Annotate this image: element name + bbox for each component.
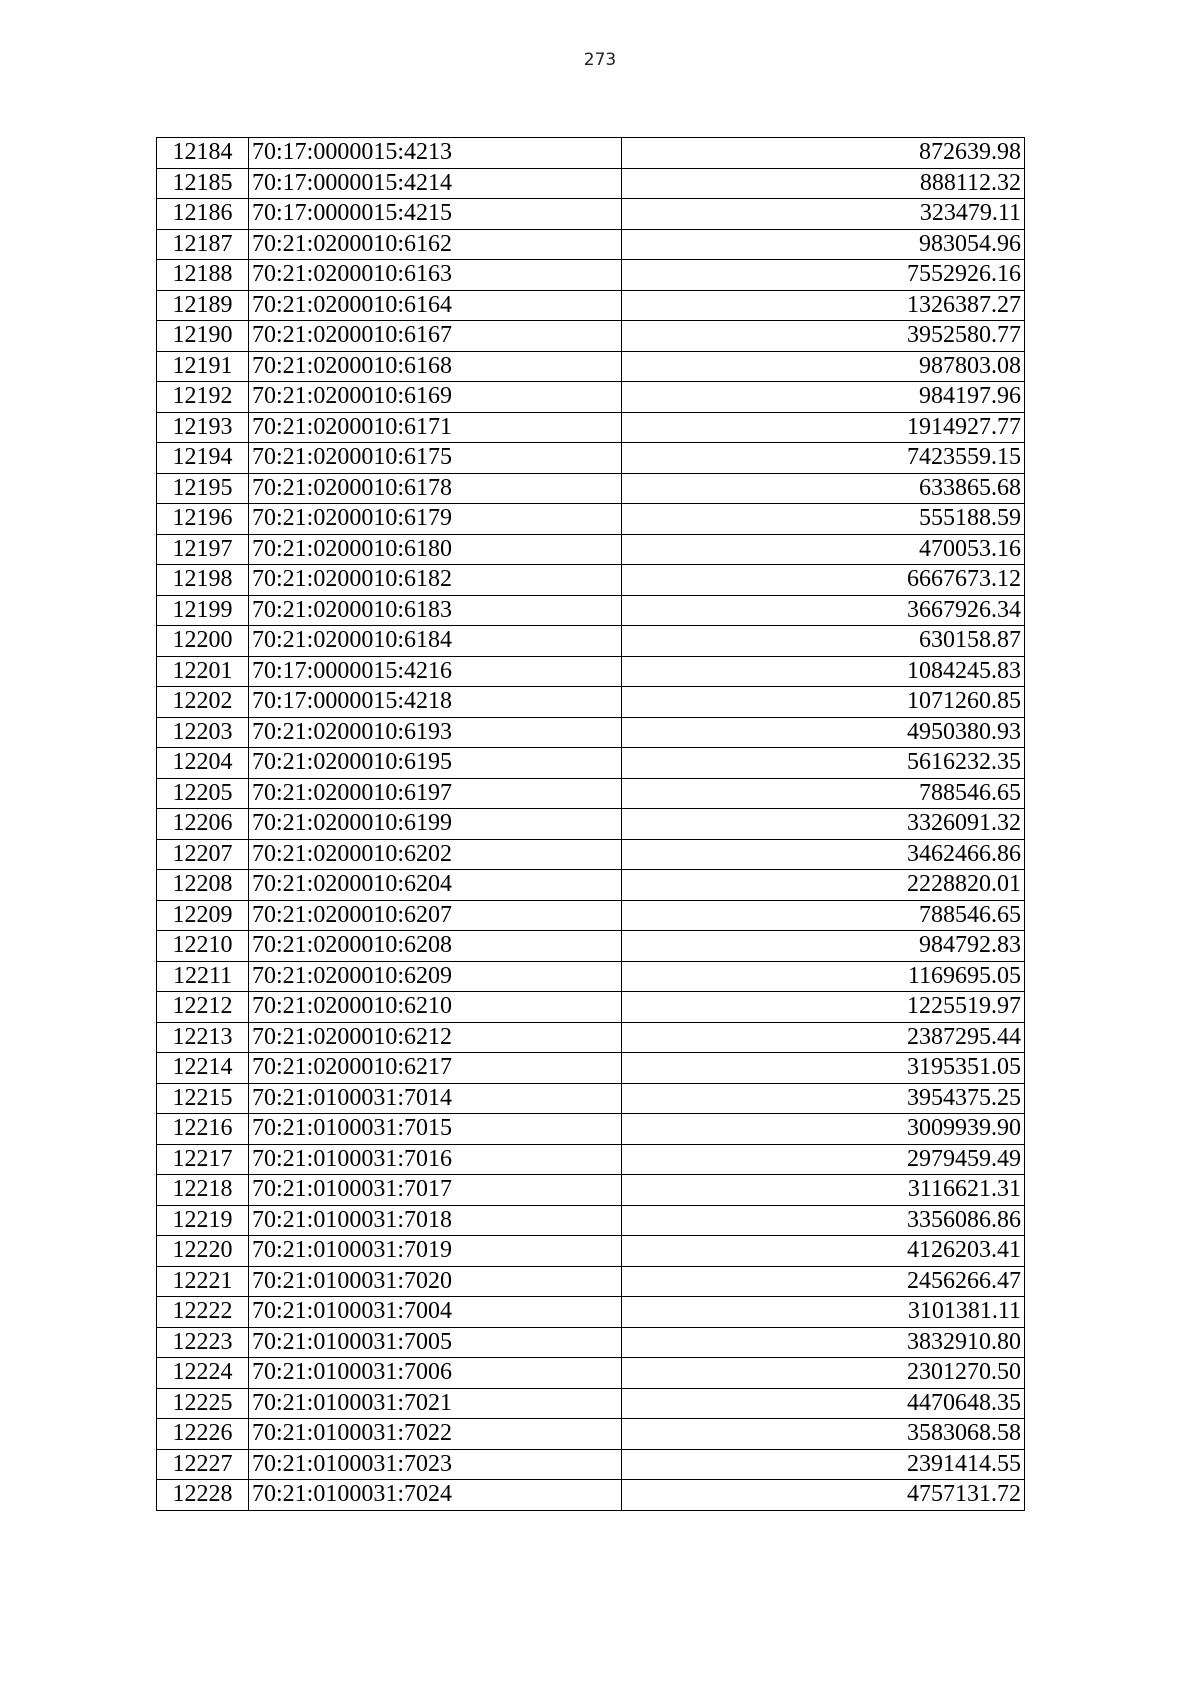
- cadastral-number-cell: 70:21:0100031:7005: [249, 1327, 622, 1358]
- cadastral-value-cell: 3952580.77: [622, 321, 1025, 352]
- cadastral-number-cell: 70:21:0100031:7022: [249, 1419, 622, 1450]
- row-number-cell: 12209: [157, 900, 249, 931]
- table-row: [157, 1297, 1025, 1328]
- cadastral-value-cell: 7423559.15: [622, 443, 1025, 474]
- cadastral-value-cell: 2456266.47: [622, 1266, 1025, 1297]
- table-row: [157, 961, 1025, 992]
- cadastral-value-cell: 872639.98: [622, 138, 1025, 169]
- row-number-cell: 12191: [157, 351, 249, 382]
- row-number-cell: 12190: [157, 321, 249, 352]
- table-row: [157, 138, 1025, 169]
- cadastral-number-cell: 70:21:0200010:6167: [249, 321, 622, 352]
- cadastral-value-cell: 3116621.31: [622, 1175, 1025, 1206]
- cadastral-number-cell: 70:21:0100031:7014: [249, 1083, 622, 1114]
- cadastral-number-cell: 70:21:0200010:6168: [249, 351, 622, 382]
- cadastral-number-cell: 70:21:0200010:6207: [249, 900, 622, 931]
- row-number-cell: 12201: [157, 656, 249, 687]
- row-number-cell: 12224: [157, 1358, 249, 1389]
- table-row: [157, 1144, 1025, 1175]
- cadastral-number-cell: 70:21:0200010:6195: [249, 748, 622, 779]
- row-number-cell: 12203: [157, 717, 249, 748]
- cadastral-number-cell: 70:21:0200010:6162: [249, 229, 622, 260]
- table-row: [157, 1358, 1025, 1389]
- table-row: [157, 687, 1025, 718]
- row-number-cell: 12212: [157, 992, 249, 1023]
- page-number: 273: [583, 50, 617, 70]
- cadastral-value-cell: 7552926.16: [622, 260, 1025, 291]
- cadastral-value-cell: 3326091.32: [622, 809, 1025, 840]
- cadastral-number-cell: 70:21:0100031:7004: [249, 1297, 622, 1328]
- cadastral-number-cell: 70:21:0200010:6199: [249, 809, 622, 840]
- table-row: [157, 931, 1025, 962]
- table-row: [157, 809, 1025, 840]
- table-row: [157, 656, 1025, 687]
- table-row: [157, 839, 1025, 870]
- cadastral-number-cell: 70:17:0000015:4216: [249, 656, 622, 687]
- row-number-cell: 12219: [157, 1205, 249, 1236]
- cadastral-value-cell: 2391414.55: [622, 1449, 1025, 1480]
- table-row: [157, 870, 1025, 901]
- cadastral-number-cell: 70:21:0200010:6193: [249, 717, 622, 748]
- cadastral-value-cell: 3832910.80: [622, 1327, 1025, 1358]
- cadastral-number-cell: 70:21:0200010:6164: [249, 290, 622, 321]
- row-number-cell: 12217: [157, 1144, 249, 1175]
- cadastral-number-cell: 70:21:0100031:7018: [249, 1205, 622, 1236]
- cadastral-number-cell: 70:17:0000015:4213: [249, 138, 622, 169]
- row-number-cell: 12198: [157, 565, 249, 596]
- cadastral-number-cell: 70:21:0200010:6169: [249, 382, 622, 413]
- table-row: [157, 626, 1025, 657]
- row-number-cell: 12213: [157, 1022, 249, 1053]
- cadastral-number-cell: 70:21:0200010:6184: [249, 626, 622, 657]
- row-number-cell: 12215: [157, 1083, 249, 1114]
- cadastral-value-cell: 1169695.05: [622, 961, 1025, 992]
- table-row: [157, 534, 1025, 565]
- row-number-cell: 12214: [157, 1053, 249, 1084]
- cadastral-value-cell: 2979459.49: [622, 1144, 1025, 1175]
- cadastral-value-cell: 984792.83: [622, 931, 1025, 962]
- table-row: [157, 473, 1025, 504]
- cadastral-number-cell: 70:21:0200010:6202: [249, 839, 622, 870]
- row-number-cell: 12210: [157, 931, 249, 962]
- cadastral-value-cell: 983054.96: [622, 229, 1025, 260]
- cadastral-number-cell: 70:17:0000015:4218: [249, 687, 622, 718]
- row-number-cell: 12216: [157, 1114, 249, 1145]
- table-row: [157, 351, 1025, 382]
- cadastral-value-cell: 3356086.86: [622, 1205, 1025, 1236]
- cadastral-number-cell: 70:21:0200010:6182: [249, 565, 622, 596]
- table-row: [157, 1083, 1025, 1114]
- row-number-cell: 12197: [157, 534, 249, 565]
- cadastral-number-cell: 70:21:0200010:6179: [249, 504, 622, 535]
- table-row: [157, 778, 1025, 809]
- cadastral-value-cell: 3195351.05: [622, 1053, 1025, 1084]
- table-row: [157, 1114, 1025, 1145]
- row-number-cell: 12186: [157, 199, 249, 230]
- row-number-cell: 12222: [157, 1297, 249, 1328]
- table-row: [157, 443, 1025, 474]
- cadastral-value-cell: 984197.96: [622, 382, 1025, 413]
- table-row: [157, 412, 1025, 443]
- cadastral-value-cell: 4757131.72: [622, 1480, 1025, 1511]
- table-row: [157, 748, 1025, 779]
- row-number-cell: 12208: [157, 870, 249, 901]
- table-row: [157, 1419, 1025, 1450]
- cadastral-value-cell: 1326387.27: [622, 290, 1025, 321]
- table-row: [157, 1053, 1025, 1084]
- table-row: [157, 199, 1025, 230]
- cadastral-value-cell: 2387295.44: [622, 1022, 1025, 1053]
- cadastral-number-cell: 70:21:0100031:7017: [249, 1175, 622, 1206]
- table-row: [157, 229, 1025, 260]
- table-body: [157, 138, 1025, 1511]
- table-row: [157, 290, 1025, 321]
- table-row: [157, 565, 1025, 596]
- cadastral-value-cell: 1914927.77: [622, 412, 1025, 443]
- table-row: [157, 1449, 1025, 1480]
- cadastral-number-cell: 70:17:0000015:4215: [249, 199, 622, 230]
- cadastral-number-cell: 70:17:0000015:4214: [249, 168, 622, 199]
- table-row: [157, 260, 1025, 291]
- cadastral-value-cell: 470053.16: [622, 534, 1025, 565]
- table-row: [157, 1205, 1025, 1236]
- cadastral-value-cell: 323479.11: [622, 199, 1025, 230]
- cadastral-value-table: [156, 137, 1025, 1511]
- cadastral-value-cell: 3101381.11: [622, 1297, 1025, 1328]
- row-number-cell: 12185: [157, 168, 249, 199]
- cadastral-number-cell: 70:21:0200010:6210: [249, 992, 622, 1023]
- row-number-cell: 12220: [157, 1236, 249, 1267]
- row-number-cell: 12226: [157, 1419, 249, 1450]
- table-row: [157, 992, 1025, 1023]
- table-row: [157, 321, 1025, 352]
- table-row: [157, 1266, 1025, 1297]
- row-number-cell: 12189: [157, 290, 249, 321]
- row-number-cell: 12228: [157, 1480, 249, 1511]
- row-number-cell: 12192: [157, 382, 249, 413]
- cadastral-number-cell: 70:21:0200010:6175: [249, 443, 622, 474]
- cadastral-value-cell: 4470648.35: [622, 1388, 1025, 1419]
- cadastral-number-cell: 70:21:0200010:6212: [249, 1022, 622, 1053]
- cadastral-value-cell: 788546.65: [622, 778, 1025, 809]
- table-row: [157, 595, 1025, 626]
- cadastral-value-cell: 1071260.85: [622, 687, 1025, 718]
- cadastral-value-cell: 3667926.34: [622, 595, 1025, 626]
- cadastral-value-cell: 1084245.83: [622, 656, 1025, 687]
- cadastral-value-cell: 888112.32: [622, 168, 1025, 199]
- cadastral-value-cell: 3583068.58: [622, 1419, 1025, 1450]
- row-number-cell: 12196: [157, 504, 249, 535]
- cadastral-number-cell: 70:21:0100031:7015: [249, 1114, 622, 1145]
- cadastral-value-cell: 4950380.93: [622, 717, 1025, 748]
- cadastral-value-cell: 2301270.50: [622, 1358, 1025, 1389]
- cadastral-number-cell: 70:21:0200010:6171: [249, 412, 622, 443]
- row-number-cell: 12188: [157, 260, 249, 291]
- cadastral-number-cell: 70:21:0200010:6197: [249, 778, 622, 809]
- cadastral-number-cell: 70:21:0100031:7020: [249, 1266, 622, 1297]
- cadastral-number-cell: 70:21:0100031:7006: [249, 1358, 622, 1389]
- cadastral-value-cell: 5616232.35: [622, 748, 1025, 779]
- cadastral-value-cell: 2228820.01: [622, 870, 1025, 901]
- cadastral-value-cell: 3462466.86: [622, 839, 1025, 870]
- cadastral-number-cell: 70:21:0100031:7024: [249, 1480, 622, 1511]
- row-number-cell: 12184: [157, 138, 249, 169]
- row-number-cell: 12225: [157, 1388, 249, 1419]
- cadastral-number-cell: 70:21:0200010:6178: [249, 473, 622, 504]
- cadastral-value-cell: 788546.65: [622, 900, 1025, 931]
- row-number-cell: 12223: [157, 1327, 249, 1358]
- cadastral-value-cell: 555188.59: [622, 504, 1025, 535]
- cadastral-number-cell: 70:21:0100031:7023: [249, 1449, 622, 1480]
- row-number-cell: 12211: [157, 961, 249, 992]
- table-row: [157, 1480, 1025, 1511]
- table-row: [157, 900, 1025, 931]
- row-number-cell: 12227: [157, 1449, 249, 1480]
- table-row: [157, 717, 1025, 748]
- cadastral-number-cell: 70:21:0100031:7019: [249, 1236, 622, 1267]
- row-number-cell: 12200: [157, 626, 249, 657]
- cadastral-value-cell: 1225519.97: [622, 992, 1025, 1023]
- cadastral-value-cell: 6667673.12: [622, 565, 1025, 596]
- cadastral-value-cell: 987803.08: [622, 351, 1025, 382]
- table-row: [157, 1388, 1025, 1419]
- row-number-cell: 12187: [157, 229, 249, 260]
- row-number-cell: 12205: [157, 778, 249, 809]
- cadastral-number-cell: 70:21:0200010:6208: [249, 931, 622, 962]
- cadastral-number-cell: 70:21:0200010:6163: [249, 260, 622, 291]
- table-row: [157, 1022, 1025, 1053]
- cadastral-number-cell: 70:21:0200010:6180: [249, 534, 622, 565]
- row-number-cell: 12218: [157, 1175, 249, 1206]
- row-number-cell: 12193: [157, 412, 249, 443]
- cadastral-value-cell: 630158.87: [622, 626, 1025, 657]
- cadastral-value-cell: 633865.68: [622, 473, 1025, 504]
- table-row: [157, 1175, 1025, 1206]
- table-row: [157, 1236, 1025, 1267]
- cadastral-number-cell: 70:21:0200010:6209: [249, 961, 622, 992]
- cadastral-number-cell: 70:21:0200010:6217: [249, 1053, 622, 1084]
- row-number-cell: 12204: [157, 748, 249, 779]
- cadastral-value-cell: 3009939.90: [622, 1114, 1025, 1145]
- cadastral-number-cell: 70:21:0200010:6183: [249, 595, 622, 626]
- cadastral-number-cell: 70:21:0100031:7021: [249, 1388, 622, 1419]
- table-row: [157, 168, 1025, 199]
- table-row: [157, 504, 1025, 535]
- row-number-cell: 12206: [157, 809, 249, 840]
- cadastral-value-cell: 3954375.25: [622, 1083, 1025, 1114]
- row-number-cell: 12195: [157, 473, 249, 504]
- cadastral-number-cell: 70:21:0200010:6204: [249, 870, 622, 901]
- cadastral-value-cell: 4126203.41: [622, 1236, 1025, 1267]
- table-row: [157, 382, 1025, 413]
- cadastral-number-cell: 70:21:0100031:7016: [249, 1144, 622, 1175]
- row-number-cell: 12194: [157, 443, 249, 474]
- row-number-cell: 12202: [157, 687, 249, 718]
- table-row: [157, 1327, 1025, 1358]
- row-number-cell: 12221: [157, 1266, 249, 1297]
- row-number-cell: 12207: [157, 839, 249, 870]
- row-number-cell: 12199: [157, 595, 249, 626]
